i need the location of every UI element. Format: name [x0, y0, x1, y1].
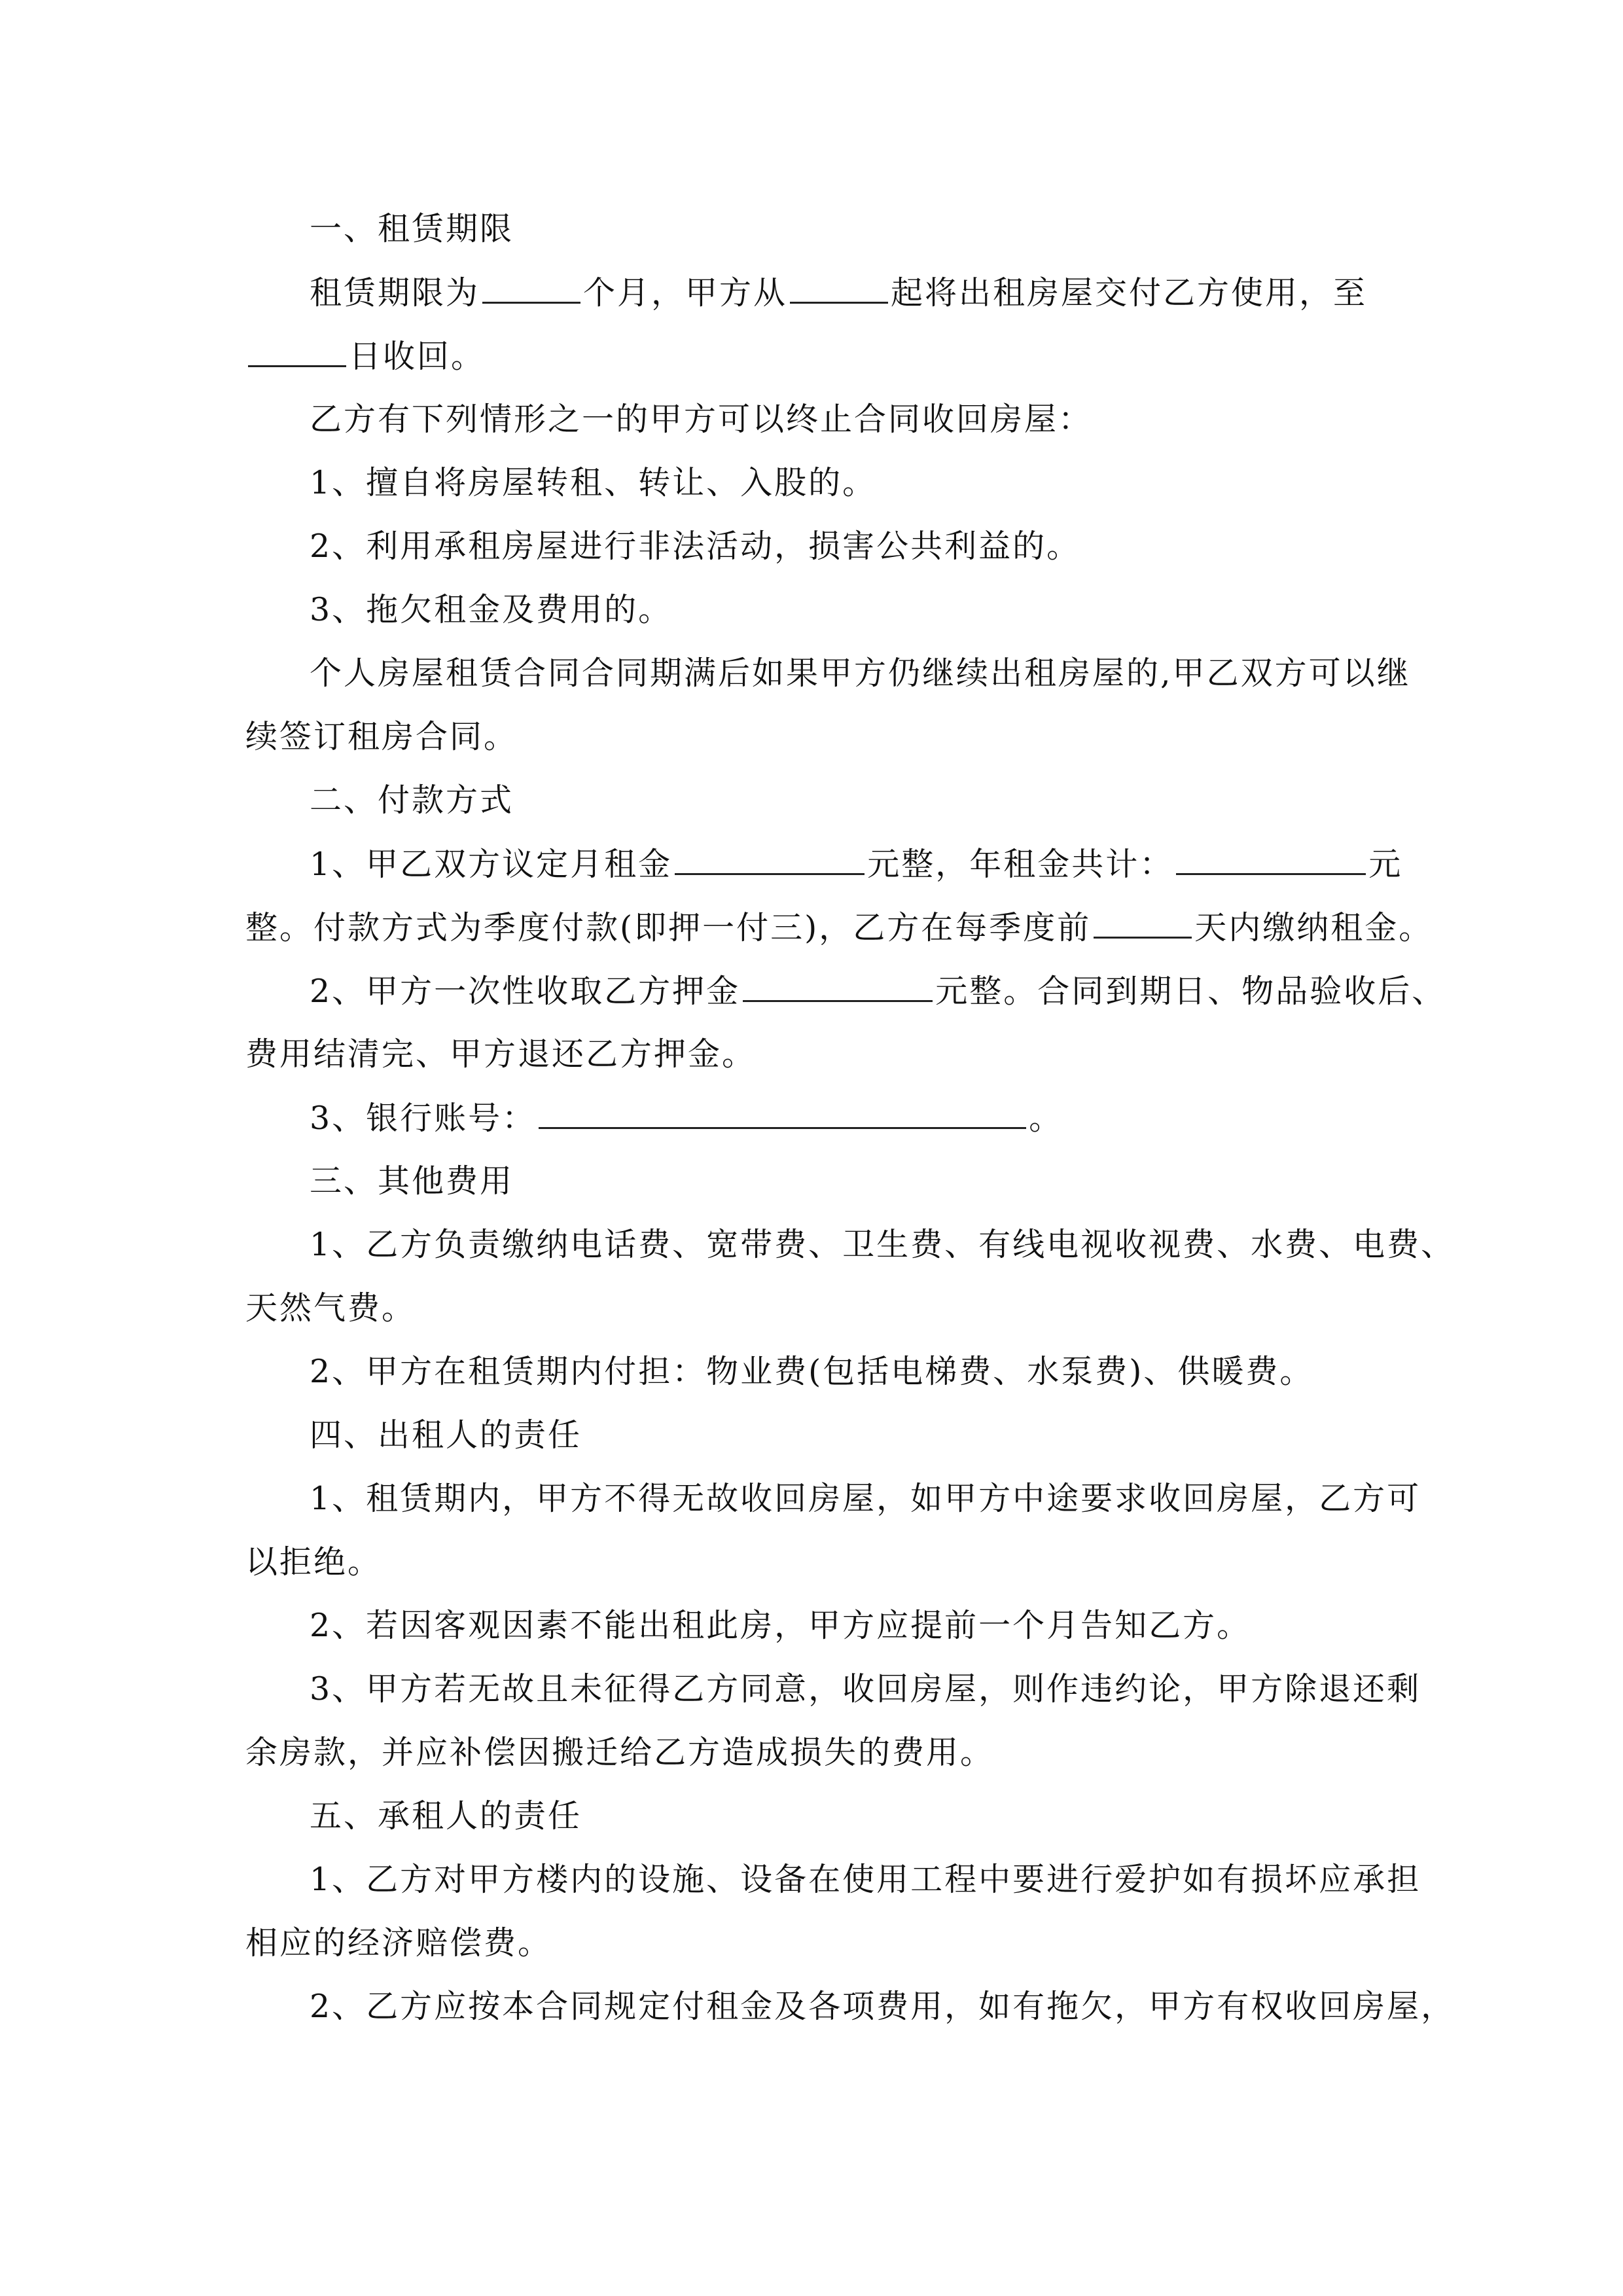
paragraph-lease-term-line2 — [245, 330, 485, 382]
list-item-rent-line2 — [245, 901, 1433, 954]
list-item-deposit-line1 — [310, 965, 1446, 1017]
list-item-rent-line1 — [310, 838, 1402, 890]
paragraph-termination-conditions: 乙方有下列情形之一的甲方可以终止合同收回房屋： — [310, 401, 1093, 438]
text-fragment: 元整。合同到期日、物品验收后、 — [935, 973, 1446, 1010]
list-item-line1: 2、乙方应按本合同规定付租金及各项费用，如有拖欠，甲方有权收回房屋， — [310, 1988, 1455, 2025]
paragraph-lease-term-line1 — [310, 266, 1367, 319]
list-item-line1: 1、乙方对甲方楼内的设施、设备在使用工程中要进行爱护如有损坏应承担 — [310, 1861, 1421, 1898]
text-fragment: 个月，甲方从 — [583, 274, 788, 312]
list-item: 1、擅自将房屋转租、转让、入股的。 — [310, 464, 877, 501]
blank-field-months[interactable] — [482, 266, 580, 304]
list-item-line1: 1、租赁期内，甲方不得无故收回房屋，如甲方中途要求收回房屋，乙方可 — [310, 1480, 1421, 1517]
blank-field-end-date[interactable] — [248, 330, 346, 367]
list-item-landlord-fees: 2、甲方在租赁期内付担：物业费(包括电梯费、水泵费)、供暖费。 — [310, 1353, 1314, 1390]
list-item: 2、若因客观因素不能出租此房，甲方应提前一个月告知乙方。 — [310, 1607, 1251, 1644]
blank-field-bank-account[interactable] — [539, 1092, 1026, 1129]
text-fragment: 1、甲乙双方议定月租金 — [310, 846, 673, 883]
paragraph-renewal-line1: 个人房屋租赁合同合同期满后如果甲方仍继续出租房屋的,甲乙双方可以继 — [310, 655, 1411, 692]
list-item-line2: 以拒绝。 — [245, 1543, 382, 1581]
text-fragment: 起将出租房屋交付乙方使用，至 — [891, 274, 1368, 312]
list-item-tenant-fees-line1: 1、乙方负责缴纳电话费、宽带费、卫生费、有线电视收视费、水费、电费、 — [310, 1226, 1455, 1263]
section-heading-tenant-duties: 五、承租人的责任 — [310, 1797, 582, 1835]
text-fragment: 元 — [1368, 846, 1403, 883]
blank-field-annual-rent[interactable] — [1176, 838, 1366, 875]
list-item: 2、利用承租房屋进行非法活动，损害公共利益的。 — [310, 528, 1081, 565]
list-item-line2: 余房款，并应补偿因搬迁给乙方造成损失的费用。 — [245, 1734, 995, 1771]
section-heading-landlord-duties: 四、出租人的责任 — [310, 1416, 582, 1454]
section-heading-other-fees: 三、其他费用 — [310, 1162, 514, 1200]
list-item-deposit-line2: 费用结清完、甲方退还乙方押金。 — [245, 1035, 757, 1073]
paragraph-renewal-line2: 续签订租房合同。 — [245, 718, 518, 755]
blank-field-payment-days[interactable] — [1094, 901, 1192, 939]
text-fragment: 元整，年租金共计： — [867, 846, 1174, 883]
section-heading-payment: 二、付款方式 — [310, 781, 514, 819]
section-heading-lease-term: 一、租赁期限 — [310, 210, 514, 247]
blank-field-start-date[interactable] — [790, 266, 888, 304]
text-fragment: 整。付款方式为季度付款(即押一付三)，乙方在每季度前 — [245, 909, 1092, 946]
list-item-line1: 3、甲方若无故且未征得乙方同意，收回房屋，则作违约论，甲方除退还剩 — [310, 1670, 1421, 1708]
text-fragment: 天内缴纳租金。 — [1194, 909, 1433, 946]
blank-field-monthly-rent[interactable] — [675, 838, 865, 875]
text-fragment: 3、银行账号： — [310, 1100, 537, 1137]
list-item: 3、拖欠租金及费用的。 — [310, 591, 673, 628]
text-fragment: 租赁期限为 — [310, 274, 480, 312]
list-item-tenant-fees-line2: 天然气费。 — [245, 1289, 416, 1327]
text-fragment: 日收回。 — [349, 338, 486, 375]
text-fragment: 2、甲方一次性收取乙方押金 — [310, 973, 741, 1010]
list-item-line2: 相应的经济赔偿费。 — [245, 1924, 552, 1962]
text-fragment: 。 — [1029, 1100, 1063, 1137]
list-item-bank-account — [310, 1092, 1063, 1144]
blank-field-deposit[interactable] — [743, 965, 933, 1002]
